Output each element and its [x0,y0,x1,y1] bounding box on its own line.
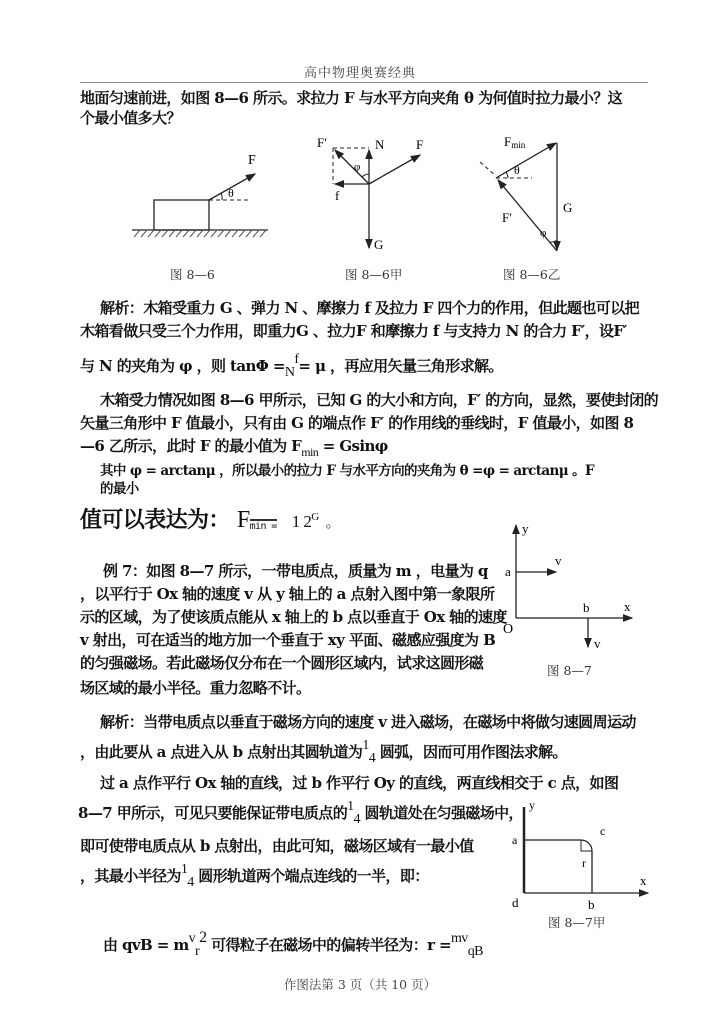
formula-G: G [311,511,319,523]
fraction-numerator: 1 [180,862,188,877]
analysis3-line-3: 过 a 点作平行 Ox 轴的直线，过 b 作平行 Oy 的直线，两直线相交于 c 点，如图 [100,774,619,792]
example7-line-3: 示的区域，为了使该质点能从 x 轴上的 b 点以垂直于 Ox 轴的速度 [80,608,507,626]
analysis2-line-2: 矢量三角形中 F 值最小，只有由 G 的端点作 F′ 的作用线的垂线时，F 值最小，如图 8 [80,414,634,432]
caption-8-6: 图 8—6 [170,267,215,282]
label-r: r [582,856,586,870]
ground-hatch [134,230,266,237]
fraction-numerator: 1 [347,799,354,814]
analysis2-line-1: 木箱受力情况如图 8—6 甲所示，已知 G 的大小和方向，F′ 的方向，显然，要使封闭的 [100,391,659,409]
analysis1-line-3a: 与 N 的夹角为 φ ，则 tanΦ = [80,357,285,375]
label-G: G [374,237,384,252]
label-G: G [563,200,573,215]
caption-8-7-jia: 图 8—7甲 [548,915,606,930]
example7-line-1: 例 7：如图 8—7 所示，一带电质点，质量为 m ，电量为 q [103,562,488,580]
box [154,200,209,230]
label-f: f [335,188,340,203]
label-x: x [624,599,631,614]
figure-8-6-jia [316,136,432,262]
analysis1-line-3b: = μ ，再应用矢量三角形求解。 [298,357,503,375]
theta-arc [506,172,508,178]
label-v-b: v [594,636,601,651]
analysis3-line-1: 解析：当带电质点以垂直于磁场方向的速度 v 进入磁场，在磁场中将做匀速圆周运动 [100,713,636,731]
label-F: F [416,137,424,152]
subscript-min: min [301,445,319,459]
label-a: a [512,833,518,847]
fraction-numerator: f [294,352,299,367]
force-Fprime-arrow [335,150,369,184]
formula-mv: mv [451,931,468,946]
label-Fmin: Fmin [504,134,526,150]
formula-F: F [236,507,250,533]
label-c: c [600,824,606,838]
formula-r: r [195,944,200,959]
figure-8-7 [500,515,640,655]
analysis2-line-6a: 值可以表达为： [80,507,230,533]
fraction-denominator: 4 [187,875,194,890]
analysis1-line-2: 木箱看做只受三个力作用，即重力G 、拉力F 和摩擦力 f 与支持力 N 的合力 F′，设F′ [80,322,627,340]
running-header: 高中物理奥赛经典 [303,66,416,81]
label-phi: φ [354,161,361,173]
label-theta: θ [228,186,234,200]
formula-rest: 1 2 [291,512,312,531]
formula-v: v [188,931,195,946]
label-F: F [248,153,256,168]
formula-squared: 2 [199,929,207,946]
caption-8-7: 图 8—7 [547,663,592,678]
example7-line-5: 的匀强磁场。若此磁场仅分布在一个圆形区域内，试求这圆形磁 [80,654,484,672]
quarter-arc [581,840,592,851]
analysis1-line-3 [80,352,503,380]
label-N: N [375,137,385,152]
label-b: b [588,897,595,912]
analysis3-line-7 [103,929,483,959]
figure-8-6-yi [470,134,594,262]
analysis3-line-2 [80,738,567,766]
label-O: O [503,622,514,637]
label-v-a: v [555,553,562,568]
label-y: y [529,798,535,812]
label-Fprime: F′ [502,210,513,225]
analysis2-line-5: 的最小 [100,481,139,497]
analysis2-line-3b: = Gsinφ [318,437,388,455]
analysis3-line-2a: ，由此要从 a 点进入从 b 点射出其圆轨道为 [80,743,363,761]
label-b: b [583,600,590,615]
label-theta: θ [514,163,520,177]
analysis1-line-1: 解析：木箱受重力 G 、弹力 N 、摩擦力 f 及拉力 F 四个力的作用，但此题也可以把 [100,299,640,317]
label-d: d [512,895,519,910]
header-rule [80,82,648,83]
example7-line-4: v 射出，可在适当的地方加一个垂直于 xy 平面、磁感应强度为 B [80,631,496,649]
formula-sqrt-min: min = [249,521,277,532]
fraction-denominator: 4 [353,812,360,827]
dash-extension [480,162,496,176]
analysis3-line-7a: 由 qvB = m [103,936,189,954]
label-a: a [505,564,511,579]
analysis3-line-5: 即可使带电质点从 b 点射出，由此可知，磁场区域有一最小值 [80,837,474,855]
formula-end: 。 [325,513,341,531]
example7-line-2: ，以平行于 Ox 轴的速度 v 从 y 轴上的 a 点射入图中第一象限所 [80,585,495,603]
analysis3-line-6b: 圆形轨道两个端点连线的一半，即： [193,867,429,885]
fraction-denominator: N [284,365,295,380]
label-y: y [522,521,529,536]
analysis2-line-6 [80,506,340,539]
example7-line-6: 场区域的最小半径。重力忽略不计。 [80,679,311,697]
analysis3-line-7b: 可得粒子在磁场中的偏转半径为：r = [206,936,451,954]
analysis3-line-4a: 8—7 甲所示，可见只要能保证带电质点的 [78,804,348,822]
analysis3-line-4 [78,799,523,827]
formula-qB: qB [467,944,483,959]
label-phi: φ [540,227,547,239]
analysis3-line-4b: 圆轨道处在匀强磁场中， [359,804,523,822]
analysis3-line-6 [80,862,429,890]
force-F-arrow [369,155,420,184]
analysis3-line-2b: 圆弧，因而可用作图法求解。 [375,743,567,761]
label-Fprime: F′ [317,136,328,150]
label-x: x [640,873,647,888]
analysis2-line-3 [80,436,388,457]
analysis2-line-4: 其中 φ = arctanμ ，所以最小的拉力 F 与水平方向的夹角为 θ =φ = arctanμ 。F [100,463,594,479]
intro-line-2: 个最小值多大？ [80,109,181,127]
figure-8-6 [120,140,290,260]
fraction-denominator: 4 [368,751,376,766]
theta-arc [221,193,222,200]
caption-8-6-yi: 图 8—6乙 [503,267,561,282]
phi-arc [550,240,557,242]
phi-arc [362,174,369,177]
fraction-numerator: 1 [362,738,369,753]
page-footer: 作图法第 3 页（共 10 页） [283,977,437,992]
caption-8-6-jia: 图 8—6甲 [345,267,403,282]
analysis2-line-3a: —6 乙所示，此时 F 的最小值为 F [80,437,302,455]
intro-line-1: 地面匀速前进，如图 8—6 所示。求拉力 F 与水平方向夹角 θ 为何值时拉力最小？这 [80,89,623,107]
analysis3-line-6a: ，其最小半径为 [80,867,181,885]
figure-8-7-jia [500,795,670,915]
